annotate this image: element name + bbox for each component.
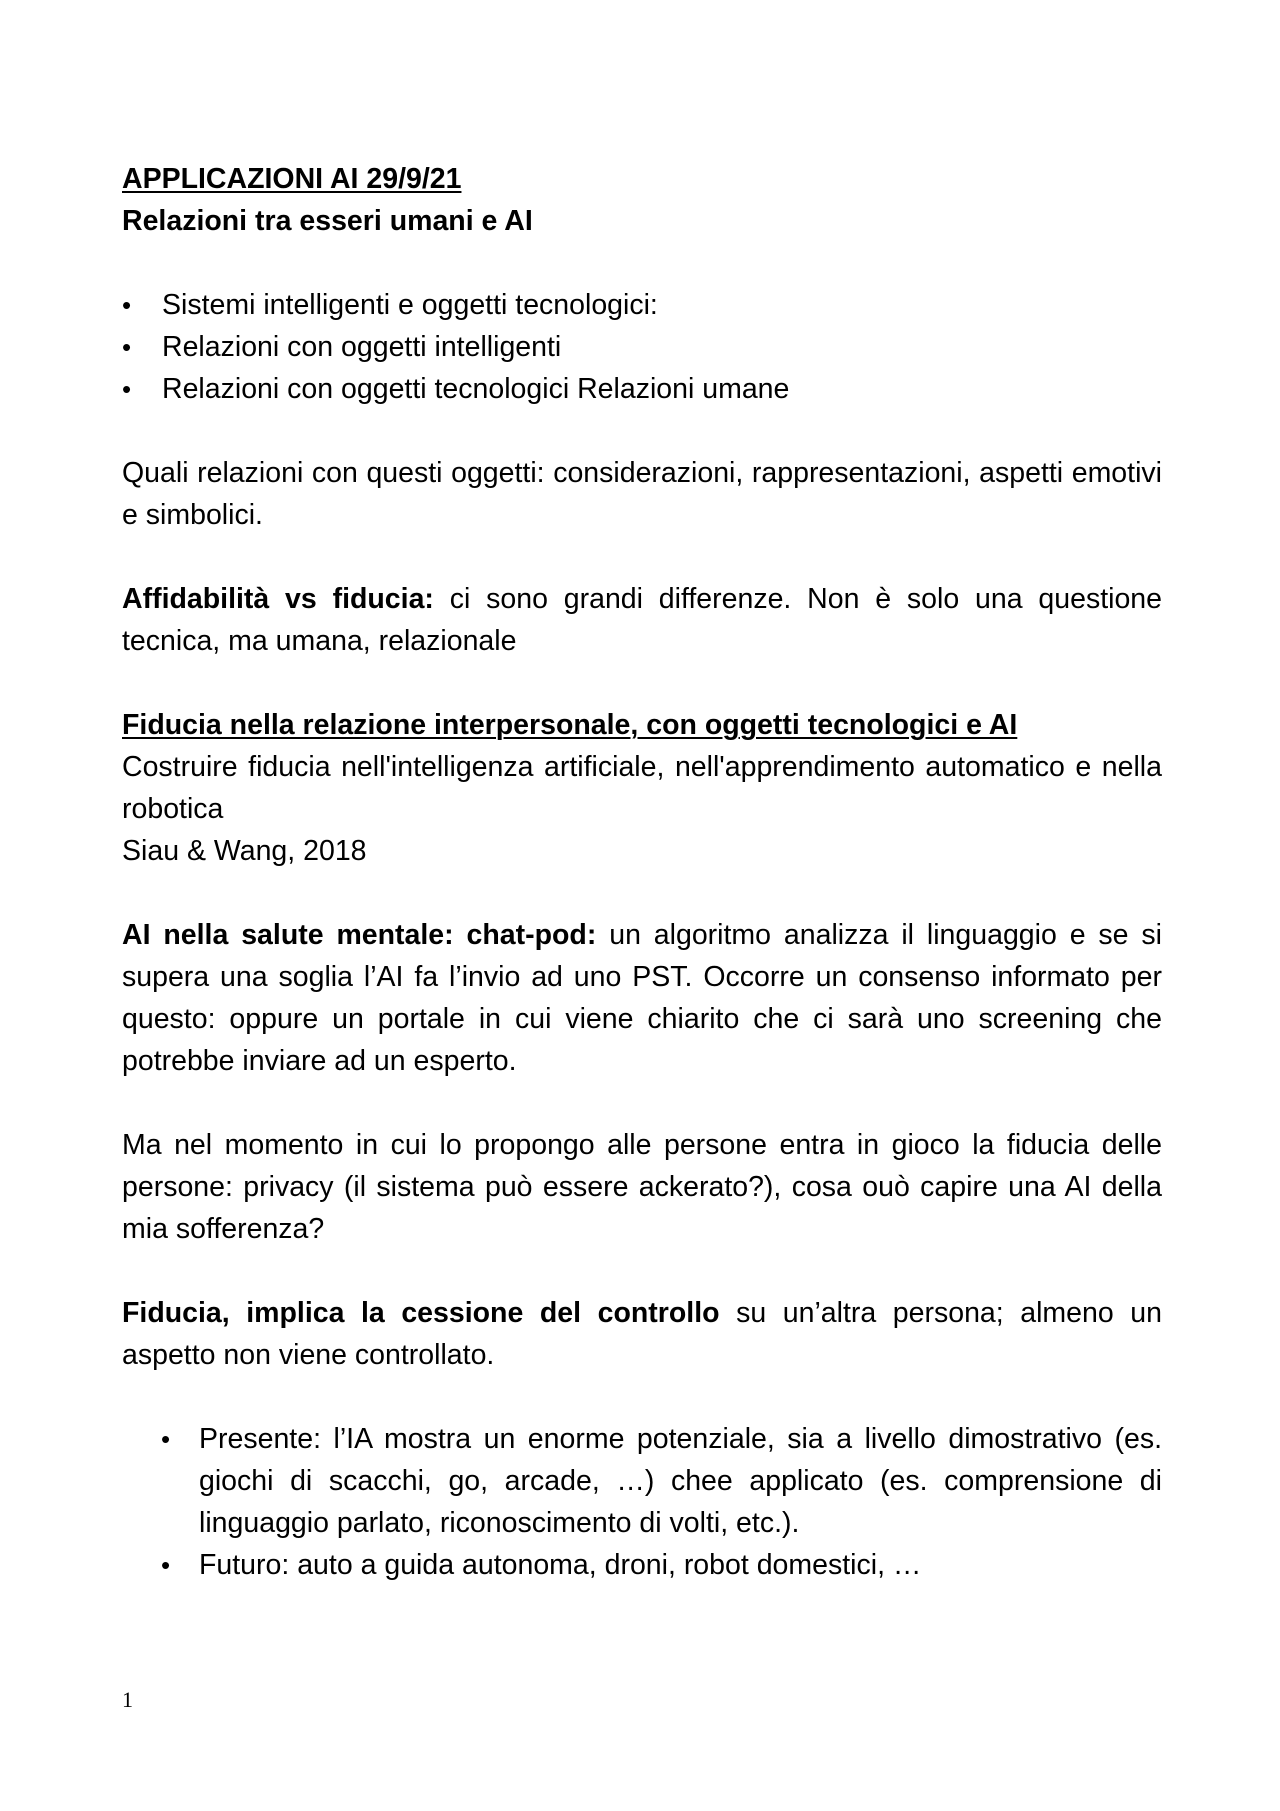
blank-line — [122, 1082, 1162, 1124]
document-title: APPLICAZIONI AI 29/9/21 — [122, 163, 462, 195]
list-item-text: Futuro: auto a guida autonoma, droni, robot domestici, … — [199, 1549, 922, 1581]
paragraph-quali-relazioni: Quali relazioni con questi oggetti: considerazioni, rappresentazioni, aspetti emotivi e simbolici. — [122, 457, 1162, 531]
paragraph-text: un algoritmo analizza il linguaggio e se si supera una soglia l’AI fa l’invio ad uno PST. Occorre un consenso informato per questo: oppure un portale in cui viene chiarito che ci sarà uno screening che potrebbe inviare ad un esperto. — [122, 919, 1162, 1077]
page-number: 1 — [122, 1687, 133, 1712]
paragraph-lead-bold: Affidabilità vs fiducia: — [122, 583, 434, 615]
paragraph-costruire-fiducia: Costruire fiducia nell'intelligenza artificiale, nell'apprendimento automatico e nella robotica — [122, 751, 1162, 825]
list-item-text: Sistemi intelligenti e oggetti tecnologici: — [162, 289, 658, 321]
list-item — [122, 284, 1162, 326]
blank-line — [122, 410, 1162, 452]
paragraph-lead-bold: AI nella salute mentale: chat-pod: — [122, 919, 597, 951]
list-item — [122, 368, 1162, 410]
list-item-text: Relazioni con oggetti tecnologici Relazioni umane — [162, 373, 790, 405]
document-body — [122, 158, 1162, 1586]
list-item-text: Relazioni con oggetti intelligenti — [162, 331, 562, 363]
paragraph-affidabilita — [122, 578, 1162, 662]
blank-line — [122, 536, 1162, 578]
bullet-icon: • — [122, 374, 132, 404]
bullet-icon: • — [161, 1424, 171, 1454]
paragraph-cessione-controllo — [122, 1292, 1162, 1376]
citation: Siau & Wang, 2018 — [122, 835, 367, 867]
paragraph-text: ci sono grandi differenze. Non è solo una questione tecnica, ma umana, relazionale — [122, 583, 1162, 657]
paragraph-salute-mentale — [122, 914, 1162, 1082]
list-item — [161, 1418, 1162, 1544]
list-item-text: Presente: l’IA mostra un enorme potenziale, sia a livello dimostrativo (es. giochi di scacchi, go, arcade, …) chee applicato (es. comprensione di linguaggio parlato, riconoscimento di volti, etc.). — [199, 1423, 1162, 1539]
list-item — [161, 1544, 1162, 1586]
paragraph-text: su un’altra persona; almeno un aspetto non viene controllato. — [122, 1297, 1162, 1371]
bullet-icon: • — [161, 1550, 171, 1580]
list-item — [122, 326, 1162, 368]
document-subtitle: Relazioni tra esseri umani e AI — [122, 205, 533, 237]
bullet-icon: • — [122, 332, 132, 362]
paragraph-persone: Ma nel momento in cui lo propongo alle persone entra in gioco la fiducia delle persone: privacy (il sistema può essere ackerato?), cosa ouò capire una AI della mia sofferenza? — [122, 1129, 1162, 1245]
blank-line — [122, 872, 1162, 914]
section-heading-fiducia: Fiducia nella relazione interpersonale, con oggetti tecnologici e AI — [122, 709, 1018, 741]
paragraph-lead-bold: Fiducia, implica la cessione del controllo — [122, 1297, 720, 1329]
blank-line — [122, 1250, 1162, 1292]
future-bullet-list — [122, 1418, 1162, 1586]
blank-line — [122, 662, 1162, 704]
intro-bullet-list — [122, 284, 1162, 410]
blank-line — [122, 242, 1162, 284]
bullet-icon: • — [122, 290, 132, 320]
blank-line — [122, 1376, 1162, 1418]
